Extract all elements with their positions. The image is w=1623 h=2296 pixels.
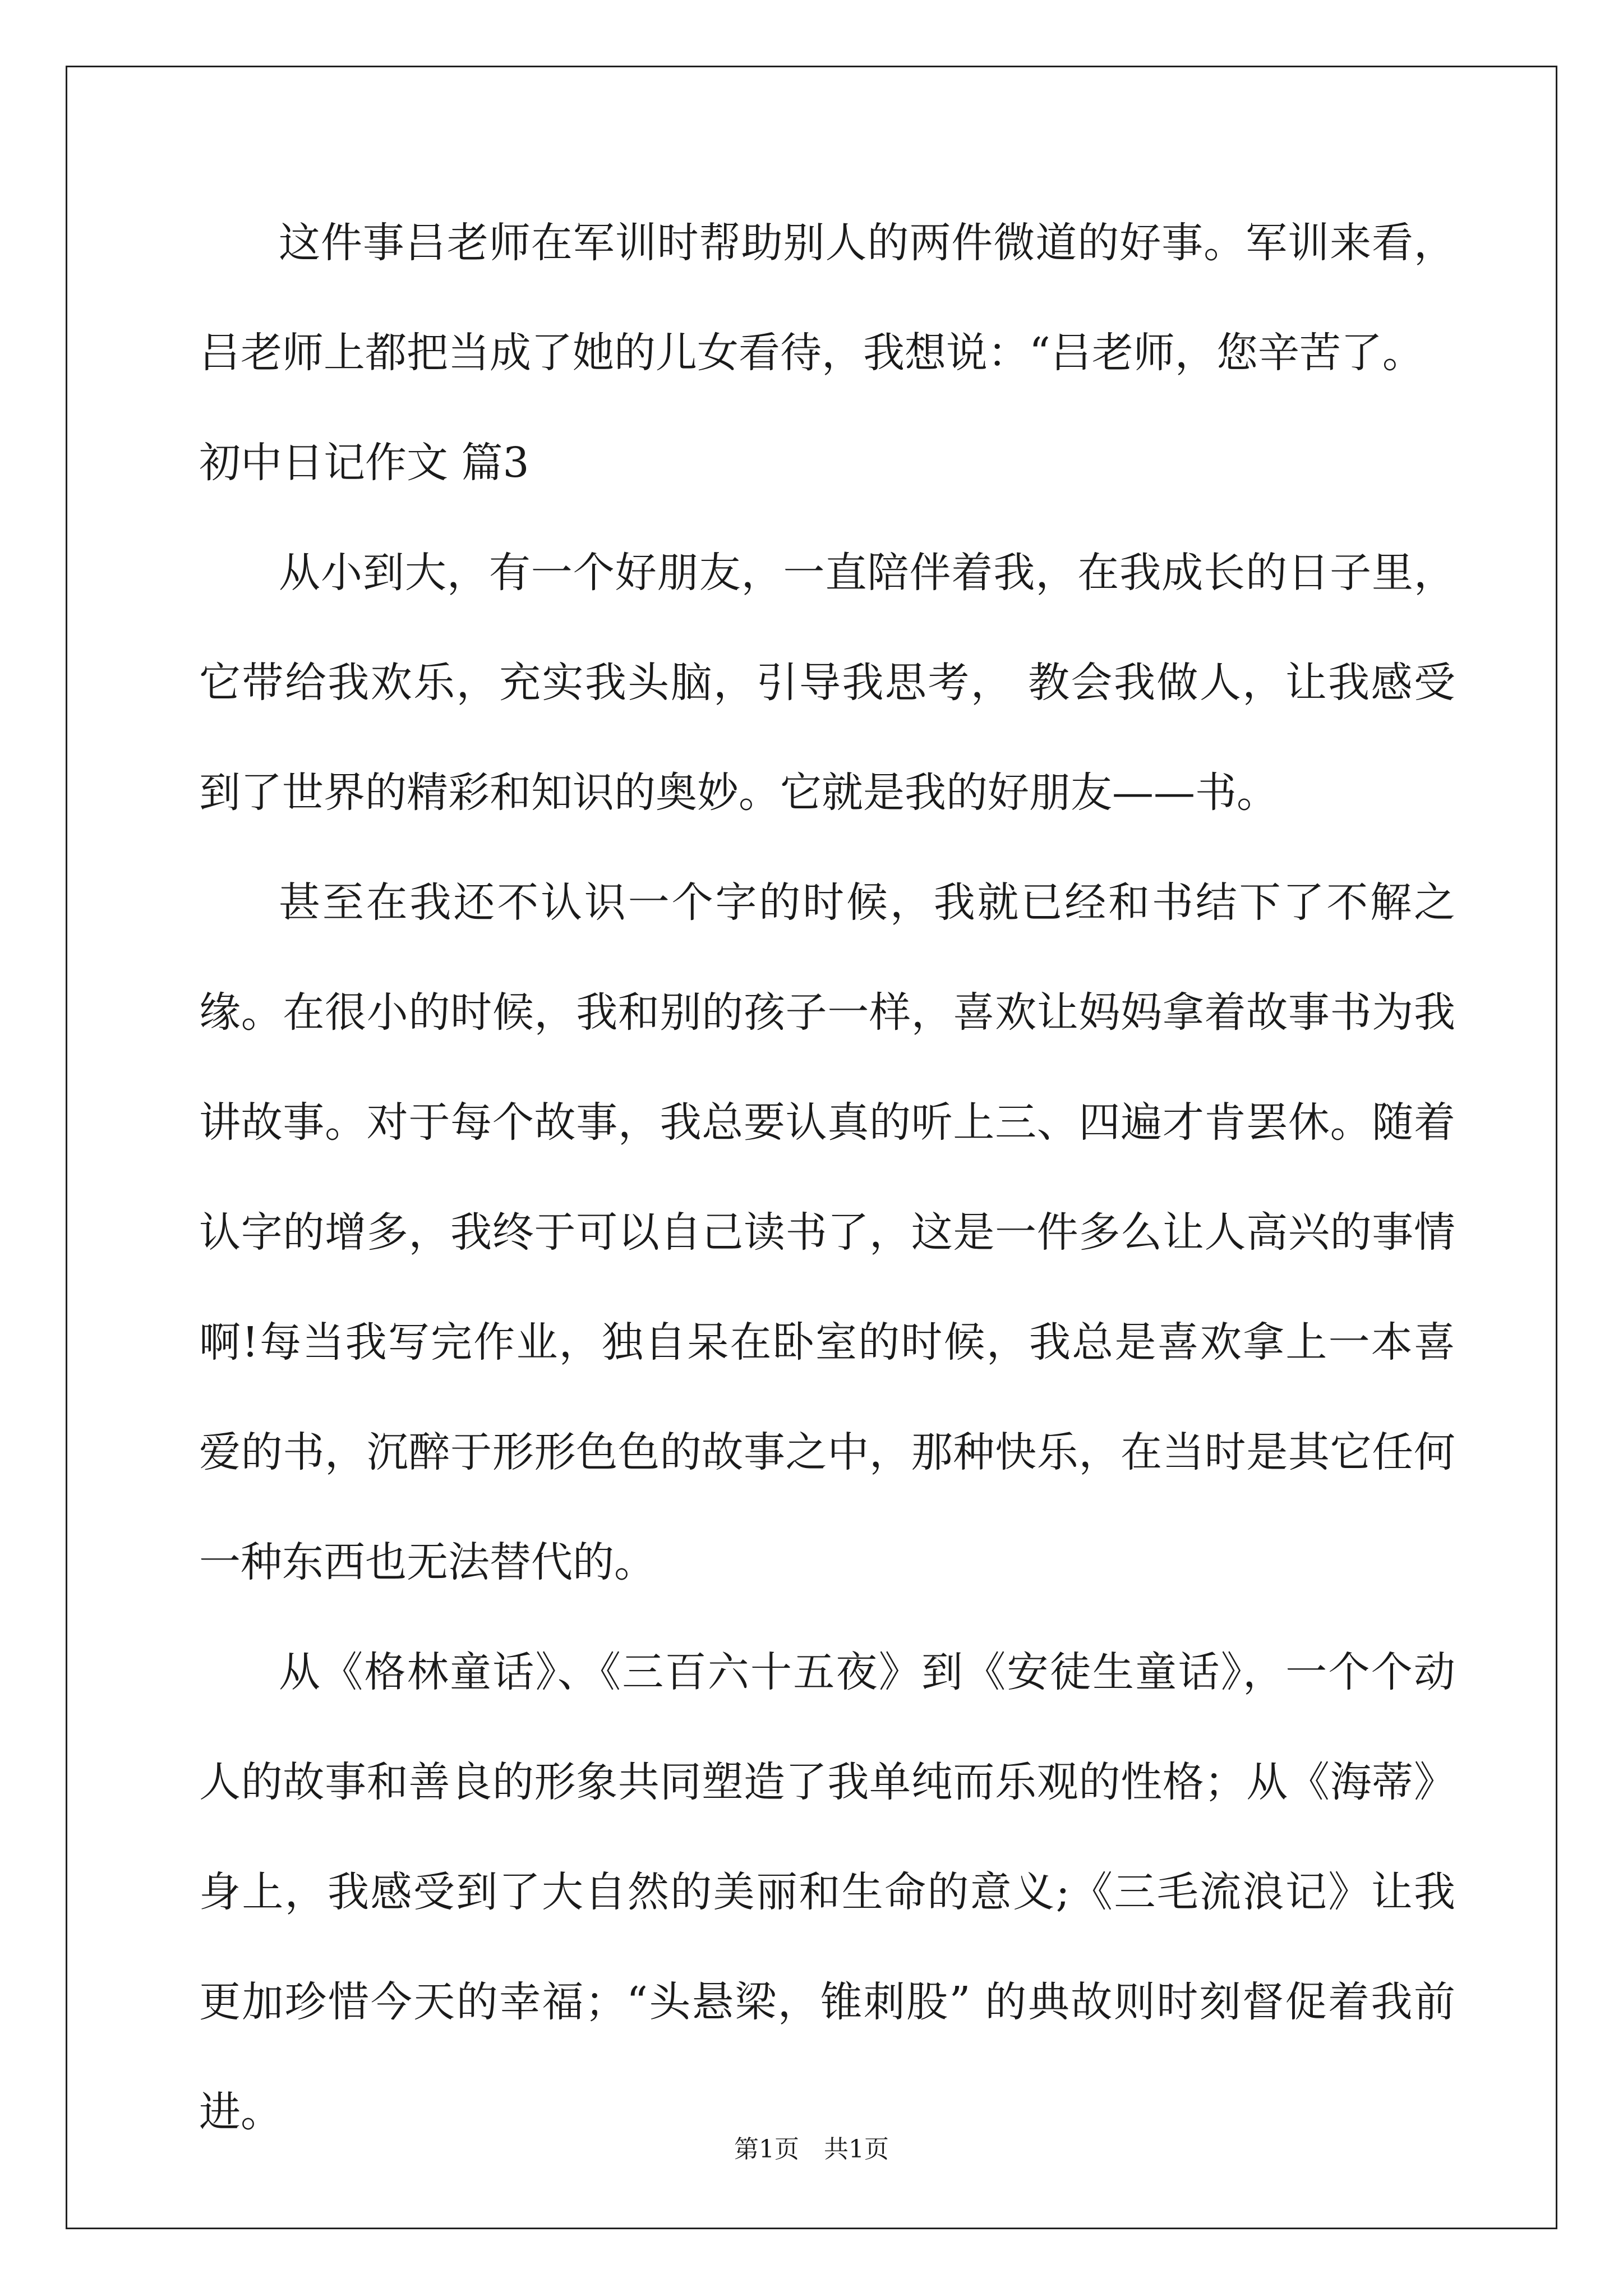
section-heading: 初中日记作文 篇3 xyxy=(199,439,529,487)
document-body xyxy=(199,188,1455,2167)
paragraph-2: 从小到大，有一个好朋友，一直陪伴着我，在我成长的日子里，它带给我欢乐，充实我头脑，引导我思考， 教会我做人，让我感受到了世界的精彩和知识的奥妙。它就是我的好朋友——书。 xyxy=(199,549,1455,817)
paragraph-3: 甚至在我还不认识一个字的时候，我就已经和书结下了不解之缘。在很小的时候，我和别的孩子一样，喜欢让妈妈拿着故事书为我讲故事。对于每个故事，我总要认真的听上三、四遍才肯罢休。随着认字的增多，我终于可以自己读书了，这是一件多么让人高兴的事情啊!每当我写完作业，独自呆在卧室的时候，我总是喜欢拿上一本喜爱的书，沉醉于形形色色的故事之中，那种快乐，在当时是其它任何一种东西也无法替代的。 xyxy=(199,878,1455,1586)
paragraph-4: 从《格林童话》、《三百六十五夜》到《安徒生童话》，一个个动人的故事和善良的形象共同塑造了我单纯而乐观的性格；从《海蒂》身上，我感受到了大自然的美丽和生命的意义;《三毛流浪记》让我更加珍惜今天的幸福；“头悬梁，锥刺股” 的典故则时刻督促着我前进。 xyxy=(199,1648,1455,2136)
paragraph-1: 这件事吕老师在军训时帮助别人的两件微道的好事。军训来看，吕老师上都把当成了她的儿女看待，我想说：“吕老师，您辛苦了。 xyxy=(199,219,1455,377)
page-footer: 第1页 共1页 xyxy=(734,2135,889,2164)
